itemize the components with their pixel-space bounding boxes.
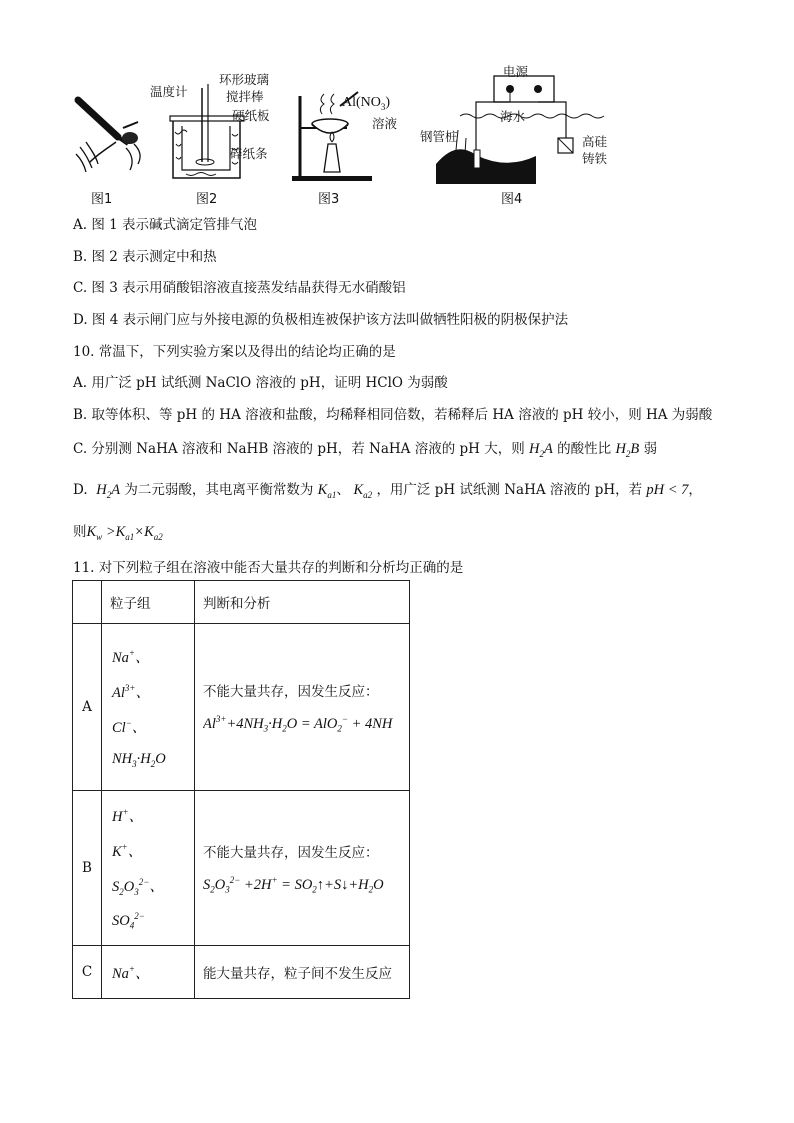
q11-row-a-particles: Na+、 $Al^{3+}$、 Cl−、 $NH_3\cdot H_2O$ [102, 624, 195, 791]
q11-row-b-label: B [73, 791, 102, 946]
q10-stem: 10. 常温下，下列实验方案以及得出的结论均正确的是 [73, 344, 396, 360]
q11-row-b-particles: H+、 K+、 $S_2O_3^{2-}$、 $SO_4^{2-}$ [102, 791, 195, 946]
figure-4-label-seawater: 海水 [500, 109, 526, 124]
q11-header-blank [73, 581, 102, 624]
figure-1-burette-drawing [68, 92, 148, 187]
q11-row-a-judgement: 不能大量共存，因发生反应： [203, 684, 379, 701]
q10-option-a: A. 用广泛 pH 试纸测 NaClO 溶液的 pH，证明 HClO 为弱酸 [73, 375, 448, 391]
q11-row-b-judgement: 不能大量共存，因发生反应： [203, 845, 379, 862]
q11-row-c-label: C [73, 946, 102, 999]
q10-option-c: C. 分别测 NaHA 溶液和 NaHB 溶液的 pH，若 NaHA 溶液的 pH 大，则 $H_2A$ 的酸性比 $H_2B$ 弱 [73, 441, 658, 459]
figure-2-label-thermometer: 温度计 [150, 84, 188, 99]
q11-header-particles: 粒子组 [102, 581, 195, 624]
q9-option-d: D. 图 4 表示闸门应与外接电源的负极相连被保护该方法叫做牺牲阳极的阴极保护法 [73, 312, 569, 328]
q11-row-b-equation: $S_2O_3^{2-} +2H^+$ = $SO_2↑+S↓+H_2O$ [203, 875, 384, 895]
q11-table-header-row [73, 581, 410, 624]
figure-4-label-iron-2: 铸铁 [582, 151, 608, 166]
q11-row-a-analysis [195, 624, 410, 791]
figure-3-label-solution: $Al(NO_3)$ [342, 95, 391, 112]
figure-2-caption: 图2 [196, 192, 218, 207]
figure-2-label-cardboard: 硬纸板 [232, 108, 270, 123]
q11-row-a [73, 624, 410, 791]
q11-stem: 11. 对下列粒子组在溶液中能否大量共存的判断和分析均正确的是 [73, 560, 464, 576]
q11-table [72, 580, 410, 999]
figure-4-caption: 图4 [501, 192, 523, 207]
q11-row-c-analysis: 能大量共存，粒子间不发生反应 [195, 946, 410, 999]
figure-1-caption: 图1 [91, 192, 113, 207]
figure-4-label-iron-1: 高硅 [582, 134, 608, 149]
figure-4-label-pile: 钢管桩 [420, 129, 458, 144]
q10-option-b: B. 取等体积、等 pH 的 HA 溶液和盐酸，均稀释相同倍数，若稀释后 HA 溶液的 pH 较小，则 HA 为弱酸 [73, 407, 713, 423]
q10-option-d-continued: 则$K_w >K_{a1}\times K_{a2}$ [73, 524, 163, 542]
q11-row-c-particles: Na+、 [102, 946, 195, 999]
q11-row-a-label: A [73, 624, 102, 791]
q9-option-c: C. 图 3 表示用硝酸铝溶液直接蒸发结晶获得无水硝酸铝 [73, 280, 406, 296]
q11-row-b-analysis [195, 791, 410, 946]
q11-row-b [73, 791, 410, 946]
q9-option-b: B. 图 2 表示测定中和热 [73, 249, 217, 265]
q9-option-a: A. 图 1 表示碱式滴定管排气泡 [73, 217, 258, 233]
figure-3-caption: 图3 [318, 192, 340, 207]
figure-2-label-stirrer-1: 环形玻璃 [219, 72, 270, 87]
figure-3-label-solution-2: 溶液 [372, 116, 398, 131]
q11-header-analysis: 判断和分析 [195, 581, 410, 624]
q11-row-a-equation: $Al^{3+}+4NH_3\cdot H_2O = AlO_2^- + 4NH$ [203, 714, 393, 734]
figure-4-label-power: 电源 [503, 64, 529, 79]
q11-row-c [73, 946, 410, 999]
figure-2-label-stirrer-2: 搅拌棒 [226, 89, 264, 104]
figure-2-label-paper: 碎纸条 [230, 146, 268, 161]
q10-option-d: D. $H_2A$ 为二元弱酸，其电离平衡常数为 $K_{a1}$、 $K_{a2}$ ，用广泛 pH 试纸测 NaHA 溶液的 pH，若 pH < 7， [73, 482, 702, 500]
